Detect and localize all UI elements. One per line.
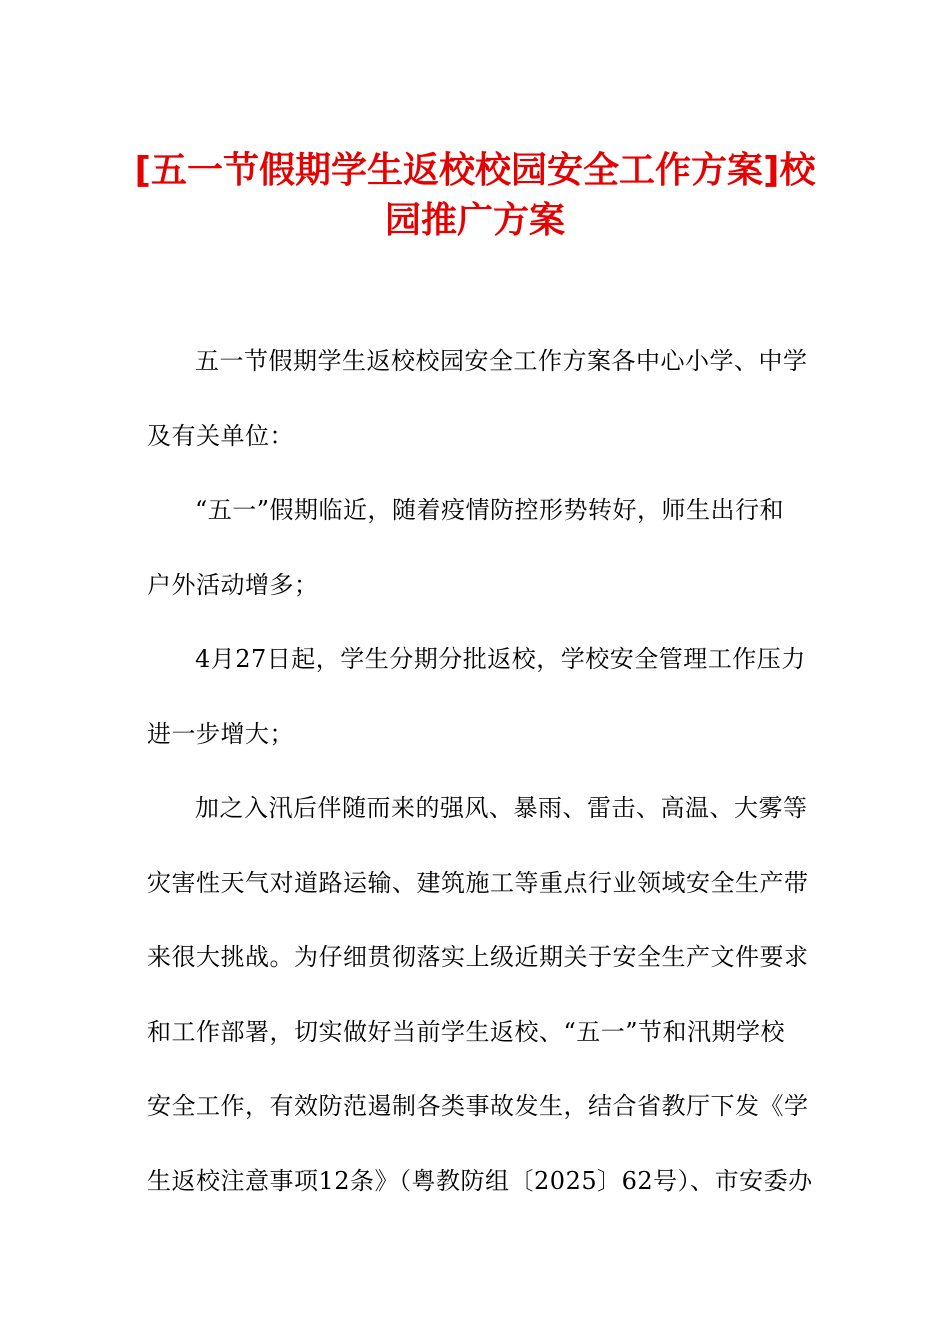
body-line-10: 和工作部署，切实做好当前学生返校、“五一”节和汛期学校 [147,1017,786,1046]
body-line-11: 安全工作，有效防范遏制各类事故发生，结合省教厅下发《学 [147,1092,809,1120]
document-body [147,324,813,1218]
document-title [120,146,830,246]
body-line-4: 户外活动增多； [147,570,319,599]
body-line-5: 4月27日起，学生分期分批返校，学校安全管理工作压力 [195,645,806,673]
body-line-1: 五一节假期学生返校校园安全工作方案各中心小学、中学 [195,347,808,375]
body-line-6: 进一步增大； [147,719,294,748]
body-line-3: “五一”假期临近，随着疫情防控形势转好，师生出行和 [195,496,785,524]
title-line-1: [五一节假期学生返校校园安全工作方案]校 [134,150,816,191]
body-line-12: 生返校注意事项12条》（粤教防组〔2025〕62号）、市安委办 [147,1166,813,1195]
body-line-7: 加之入汛后伴随而来的强风、暴雨、雷击、高温、大雾等 [195,794,808,822]
title-line-2: 园推广方案 [384,200,565,241]
body-line-2: 及有关单位： [147,421,294,450]
body-line-8: 灾害性天气对道路运输、建筑施工等重点行业领域安全生产带 [147,868,809,897]
body-line-9: 来很大挑战。为仔细贯彻落实上级近期关于安全生产文件要求 [147,943,809,971]
